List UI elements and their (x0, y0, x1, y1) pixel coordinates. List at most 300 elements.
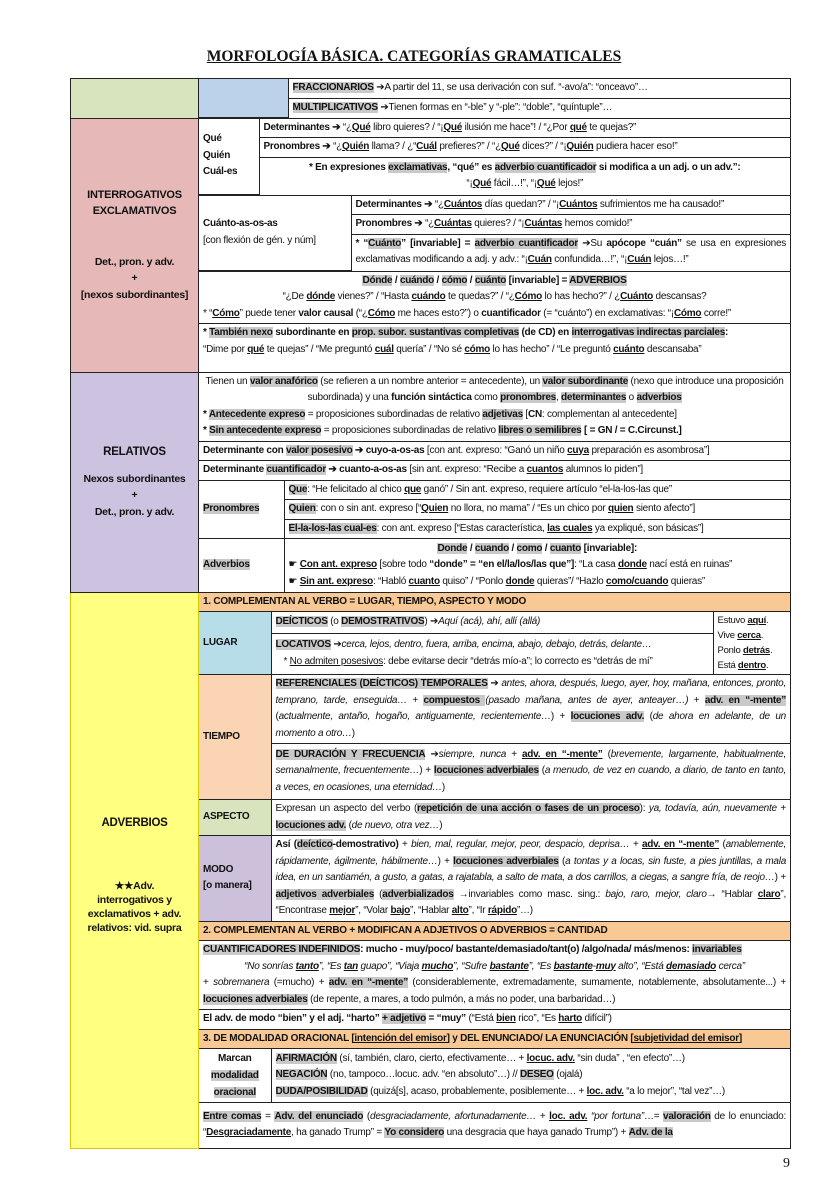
text-run: + (398, 839, 412, 850)
text-run: si modifica a un adj. o un adv.”: (596, 161, 741, 173)
text-run: locuciones adv. (275, 819, 347, 831)
relativos-plus: + (131, 489, 138, 501)
text-run: qué (247, 343, 265, 355)
text-run: desgraciadamente, afortunadamente… (370, 1110, 537, 1122)
text-run: “¿De (282, 291, 307, 302)
adverbios-side-cell (71, 592, 199, 1148)
text-run: bajo, raro, mejor, claro (605, 888, 707, 900)
text-run: cómo (464, 343, 490, 355)
header-modalidad (199, 1029, 790, 1049)
text-run: * En expresiones (308, 161, 389, 173)
text-run: AFIRMACIÓN (275, 1052, 337, 1064)
text-run: Donde (437, 542, 468, 554)
como-note (203, 306, 786, 323)
text-run: alumnos lo piden”] (563, 464, 643, 475)
text-run: bien, mal, regular, mejor, peor, despacio, deprisa… (411, 839, 630, 850)
text-run: ganó” / Sin ant. expreso, requiere artículo “el-la-los-las que” (421, 483, 672, 495)
text-run: Cuán (527, 254, 552, 266)
text-run: Estuvo (717, 615, 748, 626)
text-run: : con o sin ant. expreso [“ (315, 503, 422, 514)
text-run: + (506, 748, 522, 760)
text-run: alto”, “Está (615, 960, 667, 972)
text-run: (quizá[s], acaso, probablemente, posiblemente… + (367, 1085, 587, 1097)
adverbios-title: ADVERBIOS (101, 816, 168, 829)
text-run: amablemente, rápidamente, ágilmente, hábilmente… (275, 839, 786, 867)
text-run: “Dime por (203, 343, 248, 355)
duracion (271, 744, 790, 800)
text-run: descansaba” (644, 343, 702, 355)
cuantificadores-examples (203, 959, 786, 976)
text-run: adjetivos adverbiales (275, 888, 375, 900)
text-run: [invariable]: (581, 542, 638, 554)
adverbios-rel-cell (284, 539, 790, 592)
text-run: Cuántas (434, 218, 472, 229)
text-run: Cuántas (524, 218, 563, 229)
text-run: [sin ant. expreso: “Recibe a (406, 464, 527, 475)
que-determinantes (259, 119, 790, 138)
text-run: / (392, 274, 400, 286)
text-run: cuantificador (481, 307, 541, 319)
modo-sub: [o manera] (203, 880, 252, 892)
text-run: ( (558, 855, 566, 867)
header-cantidad: 2. COMPLEMENTAN AL VERBO + MODIFICAN A ADJETIVOS O ADVERBIOS = CANTIDAD (199, 921, 790, 941)
text-run: adverbios (636, 392, 682, 403)
text-run: Cuánto (620, 291, 654, 302)
text-run: ☛ (288, 575, 300, 587)
text-run: hemos comido!” (562, 218, 633, 229)
text-run: Sin antecedente expreso (209, 425, 322, 436)
text-run: (pasado mañana, antes de ayer, anteayer…) (485, 694, 689, 706)
text-run: “sin duda” , “en efecto”…) (574, 1052, 685, 1064)
text-run: “por fortuna” (587, 1110, 644, 1122)
text-run: adv. en “-mente” (641, 839, 720, 850)
text-run: siento afecto”] (633, 503, 696, 514)
text-run: Determinante con (203, 444, 286, 456)
text-run: [ = GN / = C.Circunst.] (581, 425, 682, 436)
adv-con-ant (289, 557, 787, 574)
afirmacion (276, 1051, 787, 1068)
text-run: mejor (329, 905, 356, 916)
text-run: adv. en “-mente” (704, 694, 786, 706)
text-run: de lo enunciado: “ (203, 1110, 787, 1139)
text-run: FRACCIONARIOS (292, 82, 374, 93)
text-run: : mucho - muy/poco/ bastante/demasiado/tant(o) /algo/nada/ más/menos: (360, 944, 693, 955)
text-run: interrogativas indirectas parciales (571, 327, 726, 338)
text-run: cuándo (399, 274, 434, 286)
text-run: las cuales (547, 522, 593, 534)
adverbios-rel-label (199, 539, 284, 592)
text-run: REFERENCIALES (DEÍCTICOS) TEMPORALES (275, 678, 488, 689)
text-run: modalidad (210, 1070, 259, 1081)
text-run: prefieres?” / “¿ (436, 141, 501, 152)
text-run: mucho (421, 960, 454, 972)
text-run: valor causal (298, 307, 354, 319)
text-run: aquí (747, 615, 766, 626)
text-run: como (516, 542, 543, 554)
text-run: Pronombres ➔ (355, 218, 426, 229)
text-run: ➔ cuyo-a-os-as (352, 444, 425, 456)
text-run: [sobre todo (376, 559, 430, 570)
text-run: , (555, 392, 562, 403)
text-run: …= (644, 1110, 664, 1122)
text-run: claro (757, 888, 781, 900)
text-run: libres o semilibres (498, 425, 582, 436)
text-run: [subjetividad del emisor] (630, 1032, 742, 1044)
text-run: ( (374, 888, 383, 900)
header-complementan: 1. COMPLEMENTAN AL VERBO = LUGAR, TIEMPO, ASPECTO Y MODO (199, 593, 790, 612)
text-run: sobremanera (213, 977, 270, 988)
text-run: dónde (306, 291, 336, 302)
page-title: MORFOLOGÍA BÁSICA. CATEGORÍAS GRAMATICALES (206, 48, 622, 65)
text-run: ” [invariable] = (401, 237, 475, 249)
text-run: ( (644, 711, 653, 722)
text-run: nací está en ruinas” (646, 559, 733, 570)
modo (271, 836, 790, 922)
text-run: Así ( (275, 839, 297, 850)
text-run: * “ (355, 237, 369, 249)
que-pronombres (259, 138, 790, 158)
text-run: loc. adv. (549, 1110, 588, 1122)
text-run: Desgraciadamente (206, 1127, 292, 1139)
text-run: ) + (419, 765, 434, 777)
interrogativos-sub: Det., pron. y adv. (94, 255, 175, 268)
text-run: que (404, 483, 422, 495)
text-run: llama? / ¿“ (369, 141, 417, 152)
text-run: : con ant. expreso [“Estas característica, (376, 522, 548, 534)
referenciales (271, 675, 790, 744)
pron-quien (284, 500, 790, 520)
text-run: / (467, 274, 475, 286)
text-run: Tienen un (205, 375, 250, 387)
relativos-intro-cell (199, 373, 790, 442)
text-run: CN (527, 408, 542, 420)
text-run: locuciones adverbiales (203, 993, 308, 1005)
text-run: me haces esto?”) o (395, 307, 482, 319)
cuantificadores-cell (199, 941, 790, 1010)
tambien-text (203, 325, 786, 342)
text-run: compuestos (423, 694, 486, 706)
text-run: . Ponlo (717, 630, 764, 656)
text-run: adverbializados (382, 888, 454, 900)
text-run: ”, “Es (528, 960, 554, 972)
pron-que (284, 480, 790, 500)
que-block (199, 119, 790, 195)
text-run: DEMOSTRATIVOS (341, 616, 425, 628)
text-run: Entre comas (203, 1110, 262, 1122)
text-run: El adv. de modo “bien” y el adj. “harto” (203, 1013, 383, 1024)
text-run: pudiera hacer eso!” (593, 141, 678, 152)
text-run: repetición de una acción o fases de un proceso (417, 803, 640, 814)
text-run: También nexo (209, 327, 273, 338)
fraccionarios-row (288, 79, 790, 98)
tambien-examples (203, 342, 786, 359)
text-run: ”, “Encontrase (275, 888, 786, 916)
label-quien: Quién (203, 149, 231, 161)
text-run: donde (618, 559, 647, 570)
text-run: ➔A partir del 11, se usa derivación con suf. “-avo/a”: “onceavo”… (373, 82, 648, 93)
text-run: determinantes (561, 392, 627, 403)
text-run: “¡ (466, 177, 473, 189)
text-run: adv. en “-mente” (521, 748, 603, 760)
relativos-side-cell (71, 372, 199, 592)
cuanto-label-cell (199, 195, 351, 270)
cuanto-block (199, 195, 790, 271)
pronombres-label-text: Pronombres (203, 503, 260, 514)
grammar-table (70, 78, 791, 1149)
text-run: * (203, 425, 210, 436)
text-run: ”, “Volar (355, 905, 391, 916)
text-run: cuanto (408, 575, 440, 587)
text-run: No admiten posesivos (289, 655, 384, 667)
text-run: valoración (663, 1110, 711, 1122)
text-run: valor subordinante (542, 375, 628, 387)
text-run: “¿ (434, 198, 444, 210)
text-run: : “Habló (373, 575, 409, 587)
text-run: función sintáctica (391, 392, 472, 403)
donde-block (199, 271, 790, 372)
text-run: Quién (566, 141, 594, 152)
text-run: te quejas?” (586, 121, 637, 133)
text-run: + (629, 839, 642, 850)
text-run: lejos…!” (651, 254, 689, 266)
antecedente-expreso (203, 407, 786, 424)
text-run: ”, “Sufre (453, 960, 490, 972)
multiplicativos-row (288, 98, 790, 117)
text-run: “a lo mejor”, “tal vez”…) (623, 1085, 725, 1097)
text-run: apócope (606, 237, 646, 249)
text-run: como/cuando (606, 575, 669, 587)
text-run: locuciones adverbiales (433, 765, 539, 777)
text-run: libro quieres? / “¡ (370, 121, 444, 133)
numerales-block (199, 79, 790, 118)
text-run: ➔ cuanto-a-os-as (325, 464, 407, 475)
text-run: Qué (500, 141, 520, 152)
text-run: ”, “Hablar (410, 905, 452, 916)
text-run: (“¿ (353, 307, 368, 319)
locativos (276, 637, 709, 654)
text-run: . Vive (717, 615, 769, 641)
text-run: Quién (342, 141, 370, 152)
text-run: ilusión me hace”! / “¿Por (462, 121, 570, 133)
text-run: Dónde (362, 274, 393, 286)
text-run: (o (327, 616, 342, 628)
text-run: ) (439, 819, 443, 831)
text-run: [ (522, 408, 528, 420)
text-run: descansas? (653, 291, 707, 302)
lugar-examples (713, 612, 790, 675)
text-run: = (261, 1110, 275, 1122)
text-run: ➔ (425, 748, 439, 760)
text-run: : complementan al antecedente] (541, 408, 677, 420)
text-run: LOCATIVOS (275, 639, 331, 651)
det-posesivo (199, 441, 790, 461)
text-run: dentro (737, 660, 766, 671)
text-run: (se refieren a un nombre anterior = antecedente), un (317, 375, 543, 387)
text-run: ya expliqué, son básicas”] (592, 522, 704, 534)
text-run: cuantos (526, 464, 564, 475)
text-run: ) (441, 781, 446, 793)
text-run: (sí, también, claro, cierto, efectivamente… + (336, 1052, 527, 1064)
text-run: Cómo (673, 307, 702, 319)
interrogativos-side-cell (71, 118, 199, 372)
text-run: DESEO (519, 1069, 554, 1081)
text-run: / (508, 542, 517, 554)
text-run: dices?” / “¡ (519, 141, 567, 152)
relativos-sub2: Det., pron. y adv. (94, 505, 175, 518)
sin-antecedente (203, 423, 786, 440)
text-run: ➔ (487, 678, 502, 689)
interrogativos-plus: + (131, 272, 138, 285)
text-run: ( (602, 748, 611, 760)
text-run: “¿ (342, 121, 352, 133)
text-run: “donde” = “en el/la/los/las que”] (429, 559, 575, 570)
text-run: Aquí (acá), ahí, allí (allá) (438, 616, 541, 628)
text-run: ☛ (288, 559, 300, 570)
donde-examples (203, 289, 786, 306)
text-run: locuciones adv. (570, 711, 645, 722)
text-run: cómo (441, 274, 468, 286)
text-run: ( (719, 839, 726, 850)
text-run: (de CD) en (518, 327, 572, 338)
text-run: Yo considero (384, 1127, 445, 1139)
cuantificadores (203, 942, 786, 959)
text-run: quiso” / “Ponlo (439, 575, 506, 587)
text-run: cuantificador (266, 464, 326, 475)
text-run: a menudo, de vez en cuando, a diario, de tanto en tanto, a veces, en ocasiones, una eternidad… (275, 765, 786, 793)
aspecto-label: ASPECTO (199, 800, 271, 836)
text-run: cuya (567, 444, 589, 456)
text-run: tanto (295, 960, 319, 972)
text-run: detrás (742, 645, 770, 656)
text-run: / (467, 542, 475, 554)
cuanto-pronombres (351, 215, 790, 235)
adv-sin-ant (289, 574, 787, 591)
text-run: te quedas?” / “¿ (445, 291, 515, 302)
text-run: / (434, 274, 442, 286)
text-run: valor posesivo (286, 444, 353, 456)
relativos-title: RELATIVOS (103, 446, 166, 458)
no-posesivos (276, 654, 709, 671)
deicticos (271, 612, 713, 634)
text-run: Cuántos (559, 198, 598, 210)
text-run: adverbio cuantificador (494, 161, 597, 173)
text-run: tan (343, 960, 358, 972)
text-run: : debe evitarse decir “detrás mío-a”; lo correcto es “detrás de mí” (383, 655, 653, 667)
text-run: - (592, 960, 596, 972)
text-run: ): (639, 803, 649, 814)
text-run: Adv. del enunciado (274, 1110, 364, 1122)
text-run: [con ant. expreso: “Ganó un niño (424, 444, 568, 456)
text-run: no llora, no mama” / “Es un chico por (448, 503, 608, 514)
label-cual: Cuál-es (203, 166, 238, 178)
text-run: cerca” (716, 960, 745, 972)
adverbios-block (199, 593, 790, 1148)
cuanto-note: [con flexión de gén. y núm] (203, 234, 316, 246)
modalidad-cell (271, 1049, 790, 1103)
text-run: * (203, 408, 209, 420)
modo-label-cell (199, 836, 271, 922)
text-run: CUANTIFICADORES INDEFINIDOS (203, 944, 361, 955)
text-run: bien (496, 1013, 516, 1024)
text-run: →invariables como masc. sing.: (453, 888, 606, 900)
text-run: ➔Su (577, 237, 607, 249)
text-run: (nexo que introduce una proposición subordinada) y una (307, 375, 784, 403)
text-run: ) (351, 727, 355, 739)
text-run: cuanto (549, 542, 582, 554)
relativos-sub: Nexos subordinantes (83, 472, 186, 485)
text-run: Qué (351, 121, 371, 133)
text-run: bajo (390, 905, 411, 916)
text-run: DEÍCTICOS (275, 616, 328, 628)
text-run: difícil”) (582, 1013, 612, 1024)
text-run: Marcan (217, 1053, 252, 1064)
text-run: Cuál (416, 141, 437, 152)
text-run: MULTIPLICATIVOS (292, 101, 378, 113)
text-run: ➔ (330, 639, 342, 651)
text-run: → “Hablar (706, 888, 758, 900)
text-run: corre!” (701, 307, 731, 319)
text-run: Determinantes ➔ (263, 121, 343, 133)
text-run: ”, “Es (318, 960, 344, 972)
text-run: Adv. de la (628, 1127, 673, 1139)
text-run: harto (558, 1013, 583, 1024)
text-run: exclamativas (388, 161, 448, 173)
adverbios-rel-label-text: Adverbios (203, 559, 250, 570)
text-run: (=mucho) + (269, 977, 329, 988)
text-run: (= “cuánto”) en exclamativas: “¡ (540, 307, 674, 319)
text-run: rápido (487, 905, 517, 916)
text-run: pronombres (500, 392, 556, 403)
text-run: ADVERBIOS (569, 274, 627, 286)
text-run: a tontas y a locas, sin fuste, a pies juntillas, a mala idea, en un santiamén, a gusto, a gatas, a rajatabla, a salto de mata, a dos carrillos, a ciegas, a sangre fría, de reojo… (275, 855, 787, 883)
text-run: guapo”, “Viaja (357, 960, 422, 972)
text-run: = proposiciones subordinadas de relativo (321, 425, 499, 436)
text-run: quieres? / “¡ (471, 218, 525, 229)
text-run: quieras”/ “Hazlo (534, 575, 607, 587)
text-run: cerca (737, 630, 761, 641)
text-run: (de repente, a mares, a todo pulmón, a más no poder, una barbaridad…) (307, 993, 616, 1005)
text-run: Determinantes ➔ (355, 198, 435, 210)
relativos-block (199, 373, 790, 592)
text-run: lejos!” (555, 177, 584, 189)
text-run: DUDA/POSIBILIDAD (275, 1085, 368, 1097)
text-run: sufrimientos me ha causado!” (597, 198, 725, 210)
text-run: cuánto (613, 343, 645, 355)
que-exclamativas (259, 157, 790, 194)
text-run: (considerablemente, extremadamente, sumamente, notablemente, absolutamente...) + (407, 977, 786, 988)
text-run: muy (595, 960, 616, 972)
entre-comas (199, 1103, 790, 1148)
text-run: Cómo (514, 291, 542, 302)
text-run: * “ (203, 307, 213, 319)
text-run: prop. subor. sustantivas completivas (351, 327, 519, 338)
donde-title (203, 273, 786, 290)
text-run: alto (451, 905, 469, 916)
text-run: se usa en expresiones exclamativas modificando a adj. y adv.: “¡ (355, 237, 787, 266)
text-run: demasiado (666, 960, 717, 972)
text-run: preparación es asombrosa”] (588, 444, 710, 456)
aspecto (271, 800, 790, 836)
text-run: ) + (437, 855, 454, 867)
lugar-label: LUGAR (199, 612, 271, 675)
cuanto-determinantes (351, 195, 790, 215)
text-run: ”, “Ir (468, 905, 488, 916)
text-run: + (776, 803, 786, 814)
que-labels (199, 119, 259, 195)
text-run: * (203, 327, 210, 338)
text-run: cerca, lejos, dentro, fuera, arriba, encima, abajo, debajo, detrás, delante… (341, 639, 652, 651)
text-run: ya, todavía, aún, nuevamente (648, 803, 777, 814)
